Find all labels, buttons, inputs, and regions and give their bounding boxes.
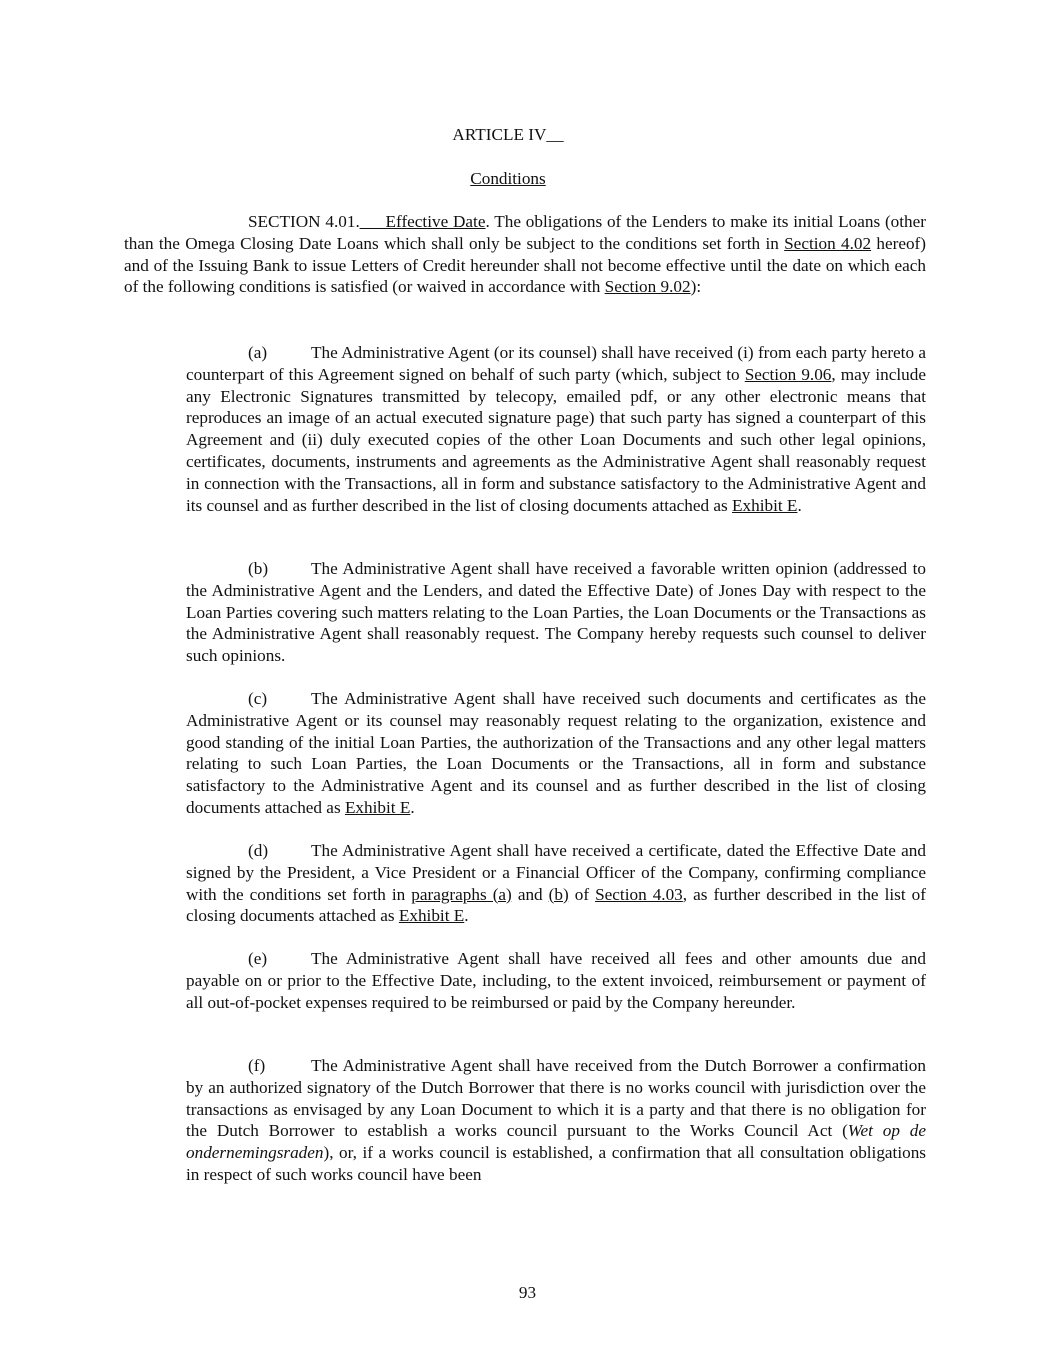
section-heading	[0, 168, 1016, 190]
section-label-gap: ___	[359, 212, 386, 231]
cross-reference-link: Section 4.02	[784, 233, 872, 253]
paragraph-label: (f)	[248, 1056, 266, 1075]
article-title-trail: __	[546, 125, 564, 144]
paragraph-c: (c) The Administrative Agent shall have received such documents and certificates as the Administrative Agent or its counsel may reasonably request relating to the organization, existence and good standing of the initial Loan Parties, the authorization of the Transactions and any other legal matters relating to such Loan Parties, the Loan Documents or the Transactions, all in form and substance satisfactory to the Administrative Agent and its counsel and as further described in the list of closing documents attached as Exhibit E.	[186, 689, 926, 817]
paragraph-label: (e)	[248, 949, 268, 968]
section-heading-text: Conditions	[470, 169, 546, 188]
cross-reference-link: Section 9.02	[604, 277, 691, 297]
paragraph-label: (a)	[248, 343, 268, 362]
cross-reference-link: paragraphs (a)	[411, 884, 512, 904]
section-4-01-paragraph: SECTION 4.01.___Effective Date. The obligations of the Lenders to make its initial Loans (other than the Omega Closing Date Loans which shall only be subject to the conditions set forth in Section 4.02 hereof) and of the Issuing Bank to issue Letters of Credit hereunder shall not become effective until the date on which each of the following conditions is satisfied (or waived in accordance with Section 9.02):	[124, 212, 926, 297]
section-title: Effective Date	[385, 212, 486, 231]
paragraph-d: (d) The Administrative Agent shall have received a certificate, dated the Effective Date and signed by the President, a Vice President or a Financial Officer of the Company, confirming compliance with the conditions set forth in paragraphs (a) and (b) of Section 4.03, as further described in the list of closing documents attached as Exhibit E.	[186, 841, 926, 926]
paragraph-f: (f) The Administrative Agent shall have received from the Dutch Borrower a confirmation by an authorized signatory of the Dutch Borrower that there is no works council with jurisdiction over the transactions as envisaged by any Loan Document to which it is a party and that there is no obligation for the Dutch Borrower to establish a works council pursuant to the Works Council Act (Wet op de ondernemingsraden), or, if a works council is established, a confirmation that all consultation obligations in respect of such works council have been	[186, 1056, 926, 1184]
page-number: 93	[518, 1283, 537, 1302]
cross-reference-link: Exhibit E	[344, 797, 411, 817]
paragraph-label: (d)	[248, 841, 269, 860]
paragraph-label: (c)	[248, 689, 268, 708]
cross-reference-link: Exhibit E	[398, 906, 465, 926]
article-title	[0, 124, 1016, 146]
article-title-text: ARTICLE IV	[452, 125, 547, 144]
cross-reference-link: Section 4.03	[595, 884, 683, 904]
italic-term: Wet op de ondernemingsraden	[186, 1121, 926, 1163]
cross-reference-link: (b)	[548, 884, 569, 904]
paragraph-label: (b)	[248, 559, 269, 578]
cross-reference-link: Section 9.06	[744, 364, 832, 384]
paragraph-e: (e) The Administrative Agent shall have received all fees and other amounts due and payable on or prior to the Effective Date, including, to the extent invoiced, reimbursement or payment of all out-of-pocket expenses required to be reimbursed or paid by the Company hereunder.	[186, 949, 926, 1012]
paragraph-b: (b) The Administrative Agent shall have received a favorable written opinion (addressed to the Administrative Agent and the Lenders, and dated the Effective Date) of Jones Day with respect to the Loan Parties covering such matters relating to the Loan Parties, the Loan Documents or the Transactions as the Administrative Agent shall reasonably request. The Company hereby requests such counsel to deliver such opinions.	[186, 559, 926, 666]
cross-reference-link: Exhibit E	[732, 495, 798, 515]
paragraph-a: (a) The Administrative Agent (or its counsel) shall have received (i) from each party hereto a counterpart of this Agreement signed on behalf of such party (which, subject to Section 9.06, may include any Electronic Signatures transmitted by telecopy, emailed pdf, or any other electronic means that reproduces an image of an actual executed signature page) that such party has signed a counterpart of this Agreement and (ii) duly executed copies of the other Loan Documents and such other legal opinions, certificates, documents, instruments and agreements as the Administrative Agent shall reasonably request in connection with the Transactions, all in form and substance satisfactory to the Administrative Agent and its counsel and as further described in the list of closing documents attached as Exhibit E.	[186, 343, 926, 515]
section-label: SECTION 4.01.	[248, 212, 360, 231]
